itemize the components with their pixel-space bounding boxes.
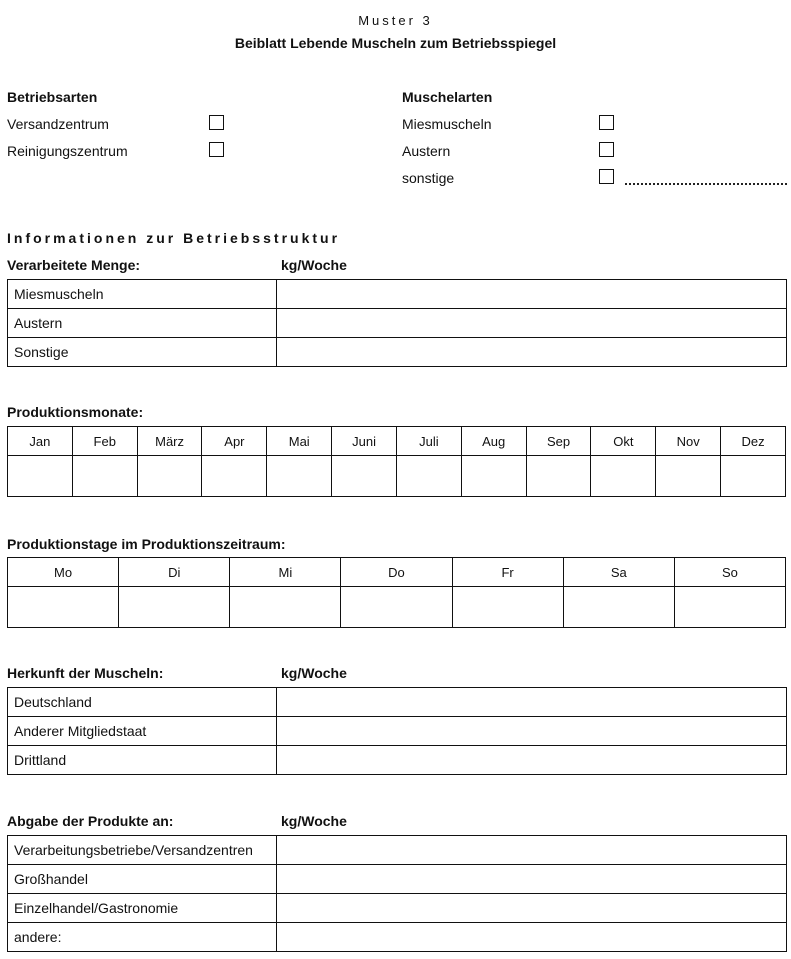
info-heading: Informationen zur Betriebsstruktur [7, 230, 341, 246]
month-cell[interactable] [137, 456, 202, 497]
betriebsart-label-versandzentrum: Versandzentrum [7, 116, 109, 132]
herkunft-row-label: Anderer Mitgliedstaat [8, 717, 277, 746]
table-row [8, 746, 787, 775]
day-header: Fr [452, 558, 563, 587]
table-row [8, 456, 786, 497]
muschelarten-heading: Muschelarten [402, 89, 493, 105]
day-header: Di [119, 558, 230, 587]
month-cell[interactable] [526, 456, 591, 497]
form-number: Muster 3 [358, 13, 433, 28]
menge-value-field[interactable] [277, 280, 787, 309]
muschelart-label-austern: Austern [402, 143, 451, 159]
menge-value-field[interactable] [277, 309, 787, 338]
menge-heading: Verarbeitete Menge: [7, 257, 141, 273]
abgabe-value-field[interactable] [277, 894, 787, 923]
sonstige-dotted-line[interactable] [625, 171, 787, 185]
muschelart-label-sonstige: sonstige [402, 170, 455, 186]
month-header: Aug [461, 427, 526, 456]
herkunft-value-field[interactable] [277, 717, 787, 746]
month-cell[interactable] [591, 456, 656, 497]
herkunft-value-field[interactable] [277, 746, 787, 775]
day-cell[interactable] [563, 587, 674, 628]
menge-table [7, 279, 787, 367]
muschelart-label-miesmuscheln: Miesmuscheln [402, 116, 492, 132]
abgabe-unit: kg/Woche [281, 813, 347, 829]
abgabe-table [7, 835, 787, 952]
day-header: Do [341, 558, 452, 587]
betriebsart-versandzentrum-checkbox[interactable] [209, 115, 224, 130]
table-row [8, 338, 787, 367]
day-header: So [674, 558, 785, 587]
muschelart-sonstige-checkbox[interactable] [599, 169, 614, 184]
monate-table [7, 426, 786, 497]
muschelart-miesmuscheln-checkbox[interactable] [599, 115, 614, 130]
tage-table [7, 557, 786, 628]
herkunft-unit: kg/Woche [281, 665, 347, 681]
table-row [8, 309, 787, 338]
month-cell[interactable] [72, 456, 137, 497]
abgabe-value-field[interactable] [277, 865, 787, 894]
month-cell[interactable] [332, 456, 397, 497]
menge-row-label: Austern [8, 309, 277, 338]
monate-heading: Produktionsmonate: [7, 404, 144, 420]
herkunft-heading: Herkunft der Muscheln: [7, 665, 164, 681]
betriebsart-label-reinigungszentrum: Reinigungszentrum [7, 143, 128, 159]
day-cell[interactable] [341, 587, 452, 628]
abgabe-value-field[interactable] [277, 923, 787, 952]
abgabe-row-label: Einzelhandel/Gastronomie [8, 894, 277, 923]
herkunft-row-label: Drittland [8, 746, 277, 775]
day-cell[interactable] [674, 587, 785, 628]
month-header: Juni [332, 427, 397, 456]
betriebsarten-heading: Betriebsarten [7, 89, 98, 105]
table-row [8, 587, 786, 628]
abgabe-row-label: Großhandel [8, 865, 277, 894]
day-header: Mo [8, 558, 119, 587]
month-header: Feb [72, 427, 137, 456]
herkunft-table [7, 687, 787, 775]
menge-row-label: Miesmuscheln [8, 280, 277, 309]
month-header: Nov [656, 427, 721, 456]
tage-heading: Produktionstage im Produktionszeitraum: [7, 536, 286, 552]
month-header: Mai [267, 427, 332, 456]
month-cell[interactable] [202, 456, 267, 497]
table-row [8, 280, 787, 309]
menge-value-field[interactable] [277, 338, 787, 367]
abgabe-row-label: andere: [8, 923, 277, 952]
day-cell[interactable] [452, 587, 563, 628]
muschelart-austern-checkbox[interactable] [599, 142, 614, 157]
table-row [8, 427, 786, 456]
month-cell[interactable] [8, 456, 73, 497]
table-row [8, 923, 787, 952]
month-cell[interactable] [656, 456, 721, 497]
month-cell[interactable] [267, 456, 332, 497]
abgabe-heading: Abgabe der Produkte an: [7, 813, 174, 829]
month-cell[interactable] [461, 456, 526, 497]
menge-row-label: Sonstige [8, 338, 277, 367]
month-header: Okt [591, 427, 656, 456]
month-header: Jan [8, 427, 73, 456]
table-row [8, 865, 787, 894]
month-header: Sep [526, 427, 591, 456]
month-cell[interactable] [721, 456, 786, 497]
day-header: Mi [230, 558, 341, 587]
herkunft-value-field[interactable] [277, 688, 787, 717]
month-header: Dez [721, 427, 786, 456]
table-row [8, 836, 787, 865]
month-header: März [137, 427, 202, 456]
table-row [8, 894, 787, 923]
month-cell[interactable] [396, 456, 461, 497]
table-row [8, 717, 787, 746]
day-cell[interactable] [230, 587, 341, 628]
day-header: Sa [563, 558, 674, 587]
day-cell[interactable] [8, 587, 119, 628]
table-row [8, 558, 786, 587]
herkunft-row-label: Deutschland [8, 688, 277, 717]
abgabe-value-field[interactable] [277, 836, 787, 865]
month-header: Juli [396, 427, 461, 456]
month-header: Apr [202, 427, 267, 456]
abgabe-row-label: Verarbeitungsbetriebe/Versandzentren [8, 836, 277, 865]
menge-unit: kg/Woche [281, 257, 347, 273]
form-title: Beiblatt Lebende Muscheln zum Betriebsspiegel [234, 35, 557, 51]
table-row [8, 688, 787, 717]
day-cell[interactable] [119, 587, 230, 628]
betriebsart-reinigungszentrum-checkbox[interactable] [209, 142, 224, 157]
